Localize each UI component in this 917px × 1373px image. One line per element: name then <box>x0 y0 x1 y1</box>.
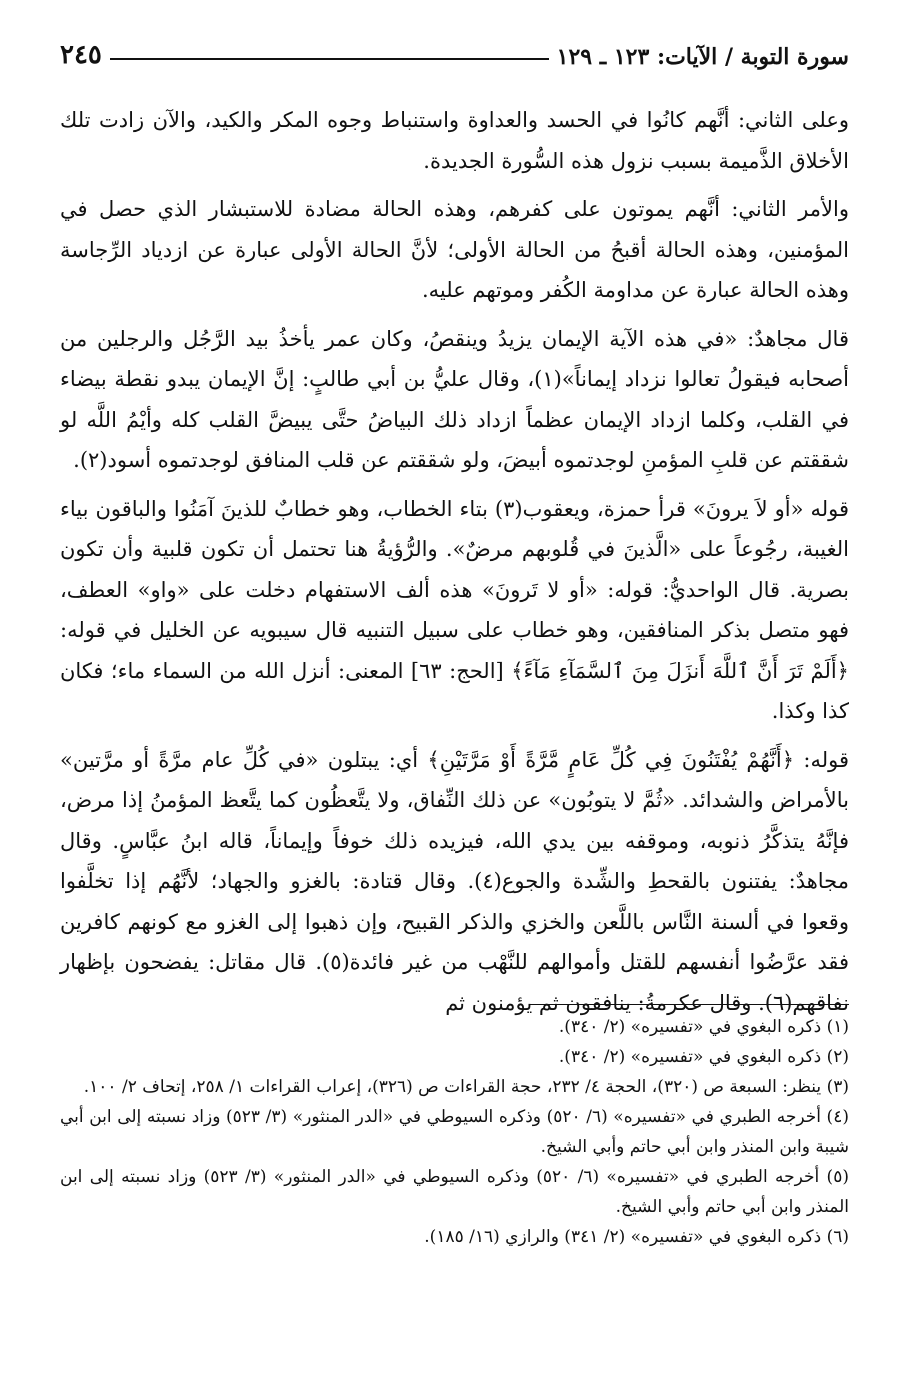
footnote-separator <box>529 1004 849 1005</box>
page-number: ٢٤٥ <box>60 40 102 70</box>
footnote: (٥) أخرجه الطبري في «تفسيره» (٦/ ٥٢٠) وذكره السيوطي في «الدر المنثور» (٣/ ٥٢٣) وزاد نسبته إلى ابن المنذر وابن أبي حاتم وأبي الشيخ. <box>60 1167 849 1217</box>
main-text <box>60 100 849 1031</box>
footnote: (٣) ينظر: السبعة ص (٣٢٠)، الحجة ٤/ ٢٣٢، حجة القراءات ص (٣٢٦)، إعراب القراءات ١/ ٢٥٨، إتحاف ٢/ ١٠٠. <box>83 1077 849 1097</box>
footnotes <box>60 1012 849 1252</box>
paragraph: قوله: ﴿أَنَّهُمْ يُفْتَنُونَ فِي كُلِّ عَامٍ مَّرَّةً أَوْ مَرَّتَيْنِ﴾ أي: يبتلون «في كُلِّ عام مرَّةً أو مرَّتين» بالأمراض والشدائد. «ثُمَّ لا يتوبُون» عن ذلك النِّفاق، ولا يتَّعظُون كما يتَّعظ المؤمنُ إذا مرض، فإنَّهُ يتذكَّرُ ذنوبه، وموقفه بين يدي الله، فيزيده ذلك خوفاً وإيماناً، قاله ابنُ عبَّاسٍ. وقال مجاهدٌ: يفتنون بالقحطِ والشِّدة والجوع(٤). وقال قتادة: بالغزو والجهاد؛ لأنَّهُم إذا تخلَّفوا وقعوا في ألسنة النَّاس باللَّعن والخزي والذكر القبيح، وإن ذهبوا إلى الغزو مع كونهم كافرين فقد عرَّضُوا أنفسهم للقتل وأموالهم للنَّهْب من غير فائدة(٥). قال مقاتل: يفضحون بإظهار نفاقهم(٦). وقال عكرمةُ: ينافقون ثم يؤمنون ثم <box>60 747 850 1015</box>
paragraph: قوله «أو لاَ يرونَ» قرأ حمزة، ويعقوب(٣) بتاء الخطاب، وهو خطابٌ للذينَ آمَنُوا والباقون بياء الغيبة، رجُوعاً على «الَّذينَ في قُلوبهم مرضٌ». والرُّؤيةُ هنا تحتمل أن تكون قلبية وأن تكون بصرية. قال الواحديُّ: قوله: «أو لا تَرونَ» هذه ألف الاستفهام دخلت على «واو» العطف، فهو متصل بذكر المنافقين، وهو خطاب على سبيل التنبيه قال سيبويه عن الخليل في قوله: ﴿أَلَمْ تَرَ أَنَّ ٱللَّهَ أَنزَلَ مِنَ ٱلسَّمَآءِ مَآءً﴾ [الحج: ٦٣] المعنى: أنزل الله من السماء ماء؛ فكان كذا وكذا. <box>60 496 849 723</box>
paragraph: والأمر الثاني: أنَّهم يموتون على كفرهم، وهذه الحالة مضادة للاستبشار الذي حصل في المؤمنين، وهذه الحالة أقبحُ من الحالة الأولى؛ لأنَّ الحالة الأولى عبارة عن ازدياد الرِّجاسة وهذه الحالة عبارة عن مداومة الكُفر وموتهم عليه. <box>60 197 849 302</box>
running-header <box>60 30 849 70</box>
footnote: (٢) ذكره البغوي في «تفسيره» (٢/ ٣٤٠). <box>558 1047 849 1067</box>
header-rule <box>110 58 549 60</box>
footnote: (٤) أخرجه الطبري في «تفسيره» (٦/ ٥٢٠) وذكره السيوطي في «الدر المنثور» (٣/ ٥٢٣) وزاد نسبته إلى ابن أبي شيبة وابن المنذر وابن أبي حاتم وأبي الشيخ. <box>60 1107 849 1157</box>
footnote: (٦) ذكره البغوي في «تفسيره» (٢/ ٣٤١) والرازي (١٦/ ١٨٥). <box>424 1227 849 1247</box>
footnote: (١) ذكره البغوي في «تفسيره» (٢/ ٣٤٠). <box>558 1017 849 1037</box>
paragraph: وعلى الثاني: أنَّهم كانُوا في الحسد والعداوة واستنباط وجوه المكر والكيد، والآن زادت تلك الأخلاق الذَّميمة بسبب نزول هذه السُّورة الجديدة. <box>60 108 849 173</box>
surah-title: سورة التوبة / الآيات: ١٢٣ ـ ١٢٩ <box>556 44 849 70</box>
paragraph: قال مجاهدٌ: «في هذه الآية الإيمان يزيدُ وينقصُ، وكان عمر يأخذُ بيد الرَّجُل والرجلين من أصحابه فيقولُ تعالوا نزداد إيماناً»(١)، وقال عليُّ بن أبي طالبٍ: إنَّ الإيمان يبدو نقطة بيضاء في القلب، وكلما ازداد الإيمان عظماً ازداد ذلك البياضُ حتَّى يبيضَّ القلب كله وأيْمُ اللَّه لو شققتم عن قلبِ المؤمنِ لوجدتموه أبيضَ، ولو شققتم عن قلب المنافق لوجدتموه أسود(٢). <box>60 326 849 472</box>
